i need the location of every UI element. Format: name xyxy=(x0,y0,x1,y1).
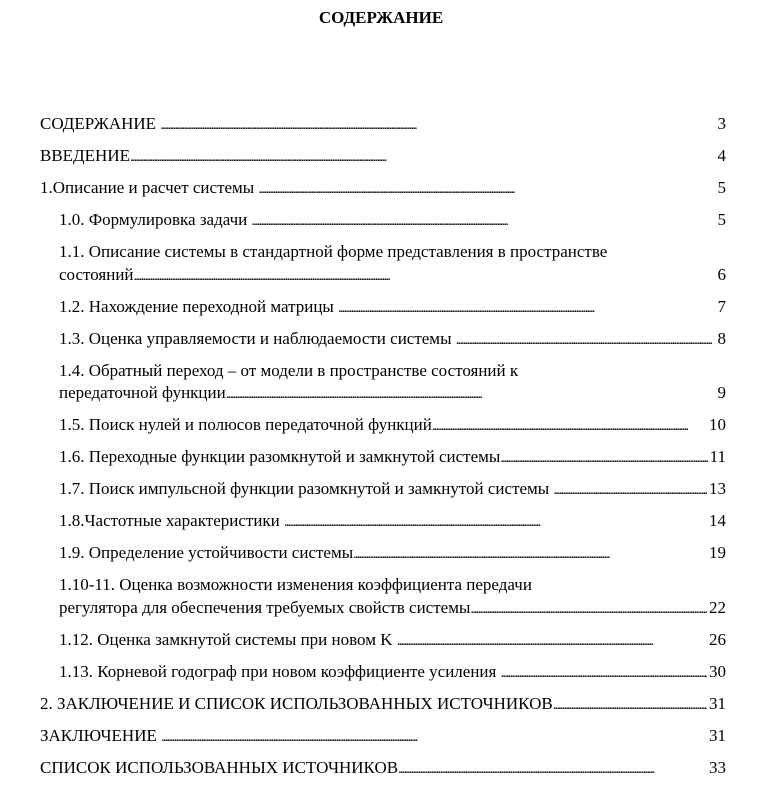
toc-entry-text: 1.9. Определение устойчивости системы xyxy=(59,543,354,562)
toc-entry[interactable] xyxy=(40,693,726,718)
toc-entry[interactable] xyxy=(40,177,726,202)
toc-entry-text: ВВЕДЕНИЕ xyxy=(40,146,130,165)
table-of-contents xyxy=(40,113,726,789)
toc-entry[interactable] xyxy=(40,296,726,321)
toc-entry-page: 5 xyxy=(717,210,726,229)
toc-entry-page: 11 xyxy=(709,447,726,466)
toc-entry-page: 26 xyxy=(709,629,726,649)
toc-entry-text: 1.8.Частотные характеристики xyxy=(59,511,280,530)
toc-entry-page: 5 xyxy=(717,178,726,197)
toc-entry[interactable] xyxy=(40,574,726,621)
toc-entry-text: 2. ЗАКЛЮЧЕНИЕ И СПИСОК ИСПОЛЬЗОВАННЫХ ИСТОЧНИКОВ xyxy=(40,693,553,713)
toc-entry[interactable] xyxy=(40,510,726,535)
toc-entry-text: регулятора для обеспечения требуемых свойств системы xyxy=(59,597,471,617)
toc-entry-text: 1.6. Переходные функции разомкнутой и замкнутой системы xyxy=(59,447,501,466)
toc-entry-text: 1.5. Поиск нулей и полюсов передаточной функций xyxy=(59,415,432,434)
toc-entry[interactable] xyxy=(40,360,726,407)
toc-entry[interactable] xyxy=(40,241,726,288)
toc-entry-first-line: 1.4. Обратный переход – от модели в пространстве состояний к xyxy=(59,360,519,380)
toc-entry-text: ЗАКЛЮЧЕНИЕ xyxy=(40,725,157,745)
toc-entry-page: 22 xyxy=(709,597,726,617)
page-title: СОДЕРЖАНИЕ xyxy=(318,8,444,27)
toc-entry-first-line: 1.10-11. Оценка возможности изменения коэффициента передачи xyxy=(59,575,532,594)
toc-entry-text: 1.7. Поиск импульсной функции разомкнутой и замкнутой системы xyxy=(59,479,550,498)
toc-entry-text: 1.13. Корневой годограф при новом коэффициенте усиления xyxy=(59,661,497,681)
toc-entry-text: передаточной функции xyxy=(59,383,226,402)
toc-entry-text: 1.Описание и расчет системы xyxy=(40,178,255,197)
toc-entry-page: 19 xyxy=(709,543,726,562)
toc-entry[interactable] xyxy=(40,446,726,471)
toc-entry-text: 1.12. Оценка замкнутой системы при новом K xyxy=(59,629,393,649)
toc-entry-first-line: 1.1. Описание системы в стандартной форме представления в пространстве xyxy=(59,242,608,261)
toc-entry[interactable] xyxy=(40,328,726,353)
toc-entry[interactable] xyxy=(40,757,726,782)
toc-entry-text: 1.2. Нахождение переходной матрицы xyxy=(59,296,334,316)
toc-entry[interactable] xyxy=(40,209,726,234)
toc-entry-page: 31 xyxy=(709,725,726,745)
toc-entry[interactable] xyxy=(40,414,726,439)
toc-entry-text: 1.0. Формулировка задачи xyxy=(59,210,248,229)
toc-entry-text: 1.3. Оценка управляемости и наблюдаемости системы xyxy=(59,328,452,348)
toc-entry[interactable] xyxy=(40,542,726,567)
toc-entry[interactable] xyxy=(40,478,726,503)
toc-entry[interactable] xyxy=(40,661,726,686)
toc-entry-page: 30 xyxy=(709,661,726,681)
toc-entry[interactable] xyxy=(40,629,726,654)
toc-entry-text: состояний xyxy=(59,264,134,284)
toc-entry-page: 9 xyxy=(717,383,726,402)
toc-entry-page: 31 xyxy=(709,693,726,713)
toc-entry[interactable] xyxy=(40,145,726,170)
toc-entry-page: 13 xyxy=(709,479,726,498)
toc-entry-text: СПИСОК ИСПОЛЬЗОВАННЫХ ИСТОЧНИКОВ xyxy=(40,757,399,777)
toc-entry-page: 8 xyxy=(717,328,726,348)
toc-entry-page: 14 xyxy=(709,511,726,530)
toc-entry[interactable] xyxy=(40,725,726,750)
toc-entry-page: 33 xyxy=(709,757,726,777)
toc-entry-page: 7 xyxy=(717,296,726,316)
toc-entry[interactable] xyxy=(40,113,726,138)
toc-entry-page: 6 xyxy=(717,264,726,284)
toc-entry-page: 4 xyxy=(717,146,726,165)
toc-entry-text: СОДЕРЖАНИЕ xyxy=(40,114,157,133)
toc-entry-page: 3 xyxy=(717,114,726,133)
toc-entry-page: 10 xyxy=(709,415,726,434)
